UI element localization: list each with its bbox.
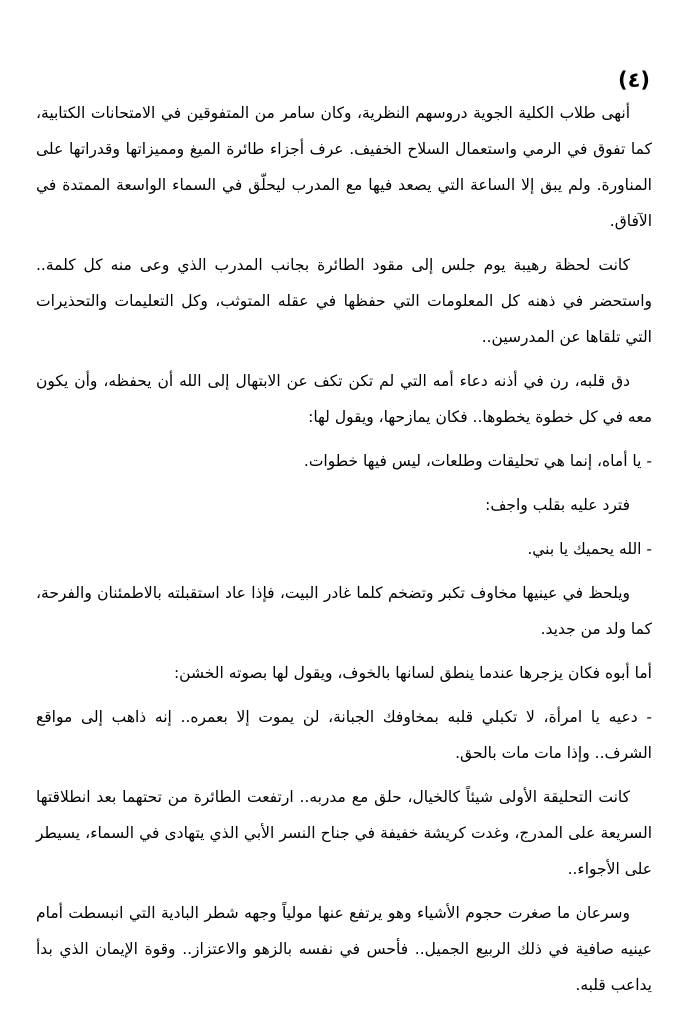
page-number: (٤) [617,68,650,92]
story-body [36,95,652,1011]
paragraph: كانت التحليقة الأولى شيئاً كالخيال، حلق مع مدربه.. ارتفعت الطائرة من تحتهما بعد انطلاقتها السريعة على المدرج، وغدت كريشة خفيفة في جناح النسر الأبي الذي يتهادى في السماء، يسيطر على الأجواء.. [36,788,652,878]
dialogue-line: - يا أماه، إنما هي تحليقات وطلعات، ليس فيها خطوات. [303,452,652,470]
dialogue-line: - دعيه يا امرأة، لا تكبلي قلبه بمخاوفك الجبانة، لن يموت إلا بعمره.. إنه ذاهب إلى مواقع الشرف.. وإذا مات مات بالحق. [36,708,652,762]
paragraph: ويلحظ في عينيها مخاوف تكبر وتضخم كلما غادر البيت، فإذا عاد استقبلته بالاطمئنان والفرحة، كما ولد من جديد. [36,584,652,638]
dialogue-line: - الله يحميك يا بني. [527,540,652,558]
paragraph: كانت لحظة رهيبة يوم جلس إلى مقود الطائرة بجانب المدرب الذي وعى منه كل كلمة.. واستحضر في ذهنه كل المعلومات التي حفظها في عقله المتوثب، وكل التعليمات والتحذيرات التي تلقاها عن المدرسين.. [36,256,652,346]
paragraph: أنهى طلاب الكلية الجوية دروسهم النظرية، وكان سامر من المتفوقين في الامتحانات الكتابية، كما تفوق في الرمي واستعمال السلاح الخفيف. عرف أجزاء طائرة الميغ ومميزاتها وقدراتها على المناورة. ولم يبق إلا الساعة التي يصعد فيها مع المدرب ليحلّق في السماء الواسعة الممتدة في الآفاق. [36,104,652,230]
paragraph: وسرعان ما صغرت حجوم الأشياء وهو يرتفع عنها مولياً وجهه شطر البادية التي انبسطت أمام عينيه صافية في ذلك الربيع الجميل.. فأحس في نفسه بالزهو والاعتزاز.. وقوة الإيمان الذي بدأ يداعب قلبه. [36,904,652,994]
paragraph: دق قلبه، رن في أذنه دعاء أمه التي لم تكن تكف عن الابتهال إلى الله أن يحفظه، وأن يكون معه في كل خطوة يخطوها.. فكان يمازحها، ويقول لها: [36,372,652,426]
paragraph: أما أبوه فكان يزجرها عندما ينطق لسانها بالخوف، ويقول لها بصوته الخشن: [173,664,652,682]
paragraph: فترد عليه بقلب واجف: [485,496,630,514]
